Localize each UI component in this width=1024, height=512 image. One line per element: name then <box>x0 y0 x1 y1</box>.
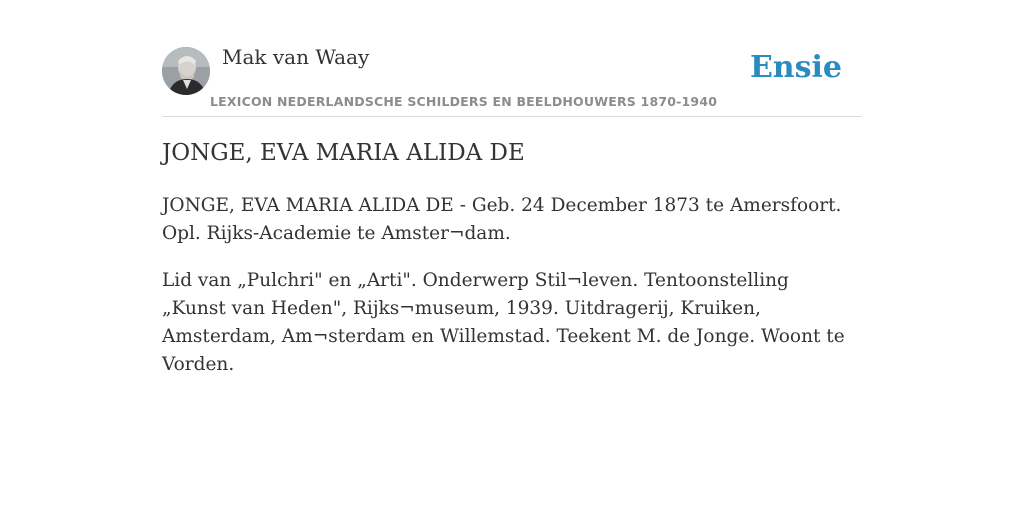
author-avatar[interactable] <box>162 47 210 95</box>
ensie-logo[interactable]: Ensie <box>749 50 842 85</box>
portrait-icon <box>162 47 210 95</box>
entry-title: JONGE, EVA MARIA ALIDA DE <box>162 140 525 166</box>
entry-paragraph: Lid van „Pulchri" en „Arti". Onderwerp Stil¬leven. Tentoonstelling „Kunst van Heden", Rijks¬museum, 1939. Uitdragerij, Kruiken, Amsterdam, Am¬sterdam en Willemstad. Teekent M. de Jonge. Woont te Vorden. <box>162 270 845 375</box>
entry-body <box>162 192 852 398</box>
book-title[interactable]: LEXICON NEDERLANDSCHE SCHILDERS EN BEELDHOUWERS 1870-1940 <box>210 94 718 109</box>
header <box>162 40 862 117</box>
entry-paragraph: JONGE, EVA MARIA ALIDA DE - Geb. 24 December 1873 te Amersfoort. Opl. Rijks-Academie te Amster¬dam. <box>162 195 842 244</box>
author-link[interactable]: Mak van Waay <box>222 45 370 69</box>
